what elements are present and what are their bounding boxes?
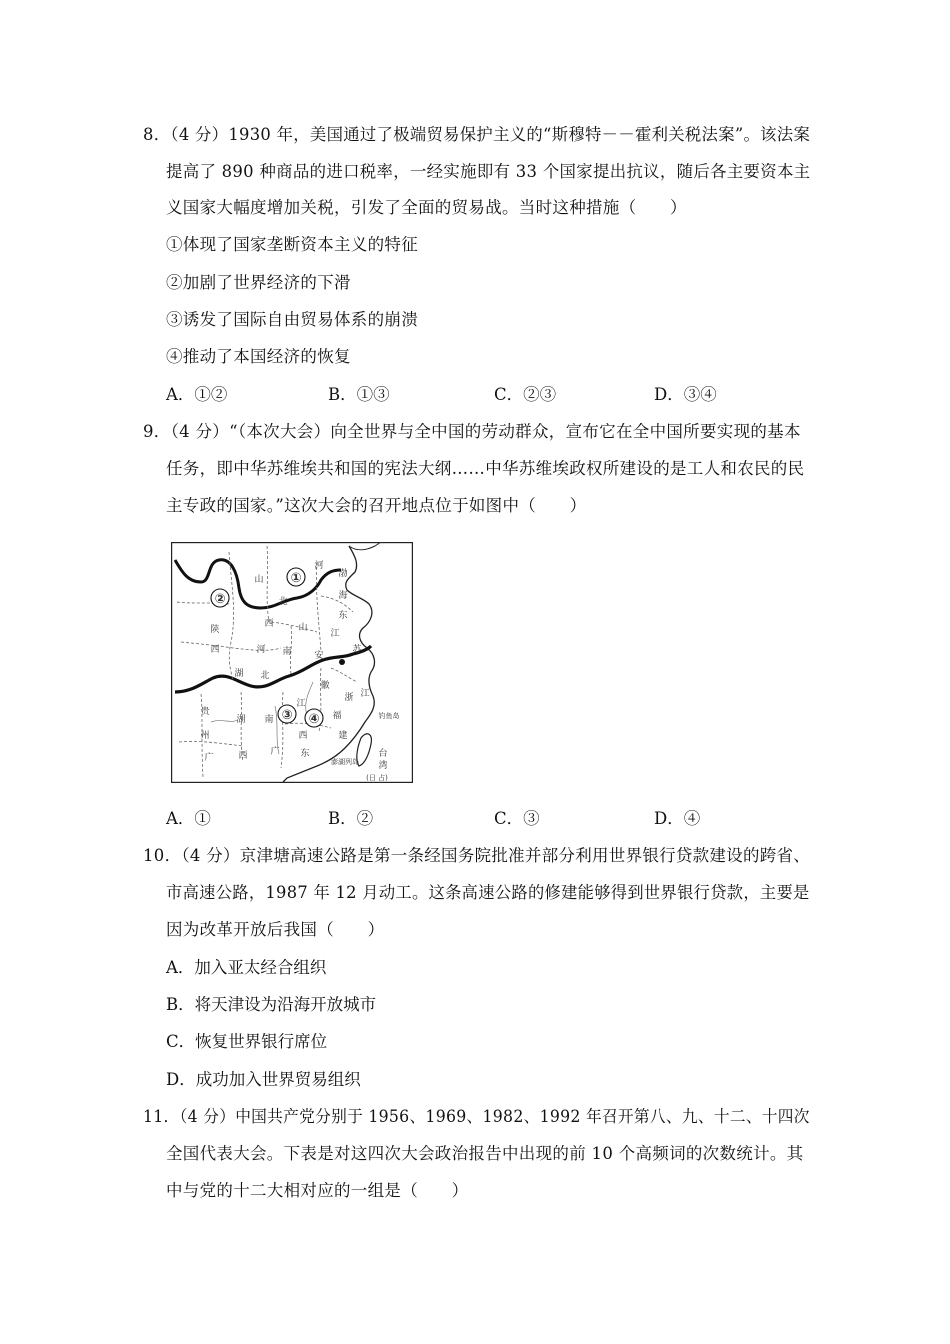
- q10-option-a[interactable]: A．加入亚太经合组织: [166, 958, 327, 977]
- map-label: 江: [360, 689, 370, 699]
- q8-stem-line2: 提高了 890 种商品的进口税率，一经实施即有 33 个国家提出抗议，随后各主要资本主: [166, 162, 811, 181]
- map-label: 安: [314, 651, 324, 661]
- map-label: 江: [296, 699, 306, 709]
- map-label-riben: (日 占): [366, 774, 388, 782]
- map-label: 渤: [338, 569, 348, 579]
- map-label-penghu: 澎湖列岛: [331, 758, 359, 766]
- map-label: 台: [378, 749, 388, 759]
- q10-stem-line2: 市高速公路，1987 年 12 月动工。这条高速公路的修建能够得到世界银行贷款，主要是: [166, 883, 810, 902]
- map-label: 海: [338, 591, 348, 601]
- q8-item-3: ③诱发了国际自由贸易体系的崩溃: [166, 310, 418, 329]
- q9-option-b[interactable]: B．②: [328, 809, 374, 828]
- q8-option-b[interactable]: B．①③: [328, 385, 390, 404]
- q11-stem-line1: 11．（4 分）中国共产党分别于 1956、1969、1982、1992 年召开第八、九、十二、十四次: [143, 1107, 810, 1126]
- map-marker-2: ②: [214, 592, 226, 607]
- q8-item-1: ①体现了国家垄断资本主义的特征: [166, 235, 418, 254]
- q8-stem-line3: 义国家大幅度增加关税，引发了全面的贸易战。当时这种措施（ ）: [166, 198, 687, 217]
- q9-option-c[interactable]: C．③: [494, 809, 540, 828]
- map-label: 广: [270, 747, 280, 757]
- map-label: 东: [300, 749, 310, 759]
- map-label: 建: [338, 731, 348, 741]
- q9-option-a[interactable]: A．①: [166, 809, 211, 828]
- map-label: 西: [210, 645, 220, 655]
- q8-option-a[interactable]: A．①②: [166, 385, 228, 404]
- map-label: 南: [264, 715, 274, 725]
- q8-option-c[interactable]: C．②③: [494, 385, 557, 404]
- q8-option-d[interactable]: D．③④: [654, 385, 717, 404]
- map-label: 河: [256, 645, 266, 655]
- map-label: 西: [264, 619, 274, 629]
- q10-option-d[interactable]: D．成功加入世界贸易组织: [166, 1070, 361, 1089]
- map-label: 湖: [236, 715, 246, 725]
- q9-option-d[interactable]: D．④: [654, 809, 701, 828]
- map-label: 西: [238, 751, 248, 761]
- map-label: 江: [330, 629, 340, 639]
- q8-item-4: ④推动了本国经济的恢复: [166, 347, 351, 366]
- map-label: 陕: [210, 625, 220, 635]
- map-label: 广: [204, 753, 214, 763]
- map-label: 北: [260, 671, 270, 681]
- q11-stem-line2: 全国代表大会。下表是对这四次大会政治报告中出现的前 10 个高频词的次数统计。其: [166, 1144, 804, 1163]
- q8-stem-line1: 8．（4 分）1930 年，美国通过了极端贸易保护主义的“斯穆特－－霍利关税法案”。该法案: [143, 125, 811, 144]
- map-marker-4: ④: [308, 712, 320, 727]
- q9-stem-line1: 9．（4 分）“（本次大会）向全世界与全中国的劳动群众，宣布它在全中国所要实现的基本: [143, 422, 801, 441]
- map-label: 山: [254, 575, 264, 585]
- q9-stem-line2: 任务，即中华苏维埃共和国的宪法大纲……中华苏维埃政权所建设的是工人和农民的民: [166, 459, 805, 478]
- q8-item-2: ②加剧了世界经济的下滑: [166, 273, 351, 292]
- map-label: 贵: [200, 707, 210, 717]
- q10-option-c[interactable]: C．恢复世界银行席位: [166, 1032, 328, 1051]
- map-marker-3: ③: [281, 708, 293, 723]
- map-label: 州: [200, 731, 210, 741]
- map-label: 苏: [352, 645, 362, 655]
- q10-stem-line3: 因为改革开放后我国（ ）: [166, 920, 385, 939]
- map-marker-1: ①: [290, 571, 302, 586]
- q10-stem-line1: 10．（4 分）京津塘高速公路是第一条经国务院批准并部分利用世界银行贷款建设的跨省、: [143, 846, 811, 865]
- q11-stem-line3: 中与党的十二大相对应的一组是（ ）: [166, 1181, 469, 1200]
- map-label: 东: [338, 611, 348, 621]
- map-label: 福: [332, 711, 342, 721]
- map-label: 南: [282, 647, 292, 657]
- map-label: 北: [278, 597, 288, 607]
- map-label: 湾: [378, 761, 388, 771]
- china-map-figure: [171, 542, 413, 783]
- map-label: 浙: [344, 693, 354, 703]
- map-label: 湖: [234, 669, 244, 679]
- map-label-diaoyu: 钓鱼岛: [378, 712, 400, 720]
- map-label: 西: [298, 731, 308, 741]
- map-label: 河: [314, 561, 324, 571]
- map-label: 徽: [320, 681, 330, 691]
- map-drawing: [171, 542, 413, 783]
- q10-option-b[interactable]: B．将天津设为沿海开放城市: [166, 995, 377, 1014]
- q9-stem-line3: 主专政的国家。”这次大会的召开地点位于如图中（ ）: [166, 496, 587, 515]
- map-city-dot: [339, 659, 345, 665]
- map-label: 山: [298, 623, 308, 633]
